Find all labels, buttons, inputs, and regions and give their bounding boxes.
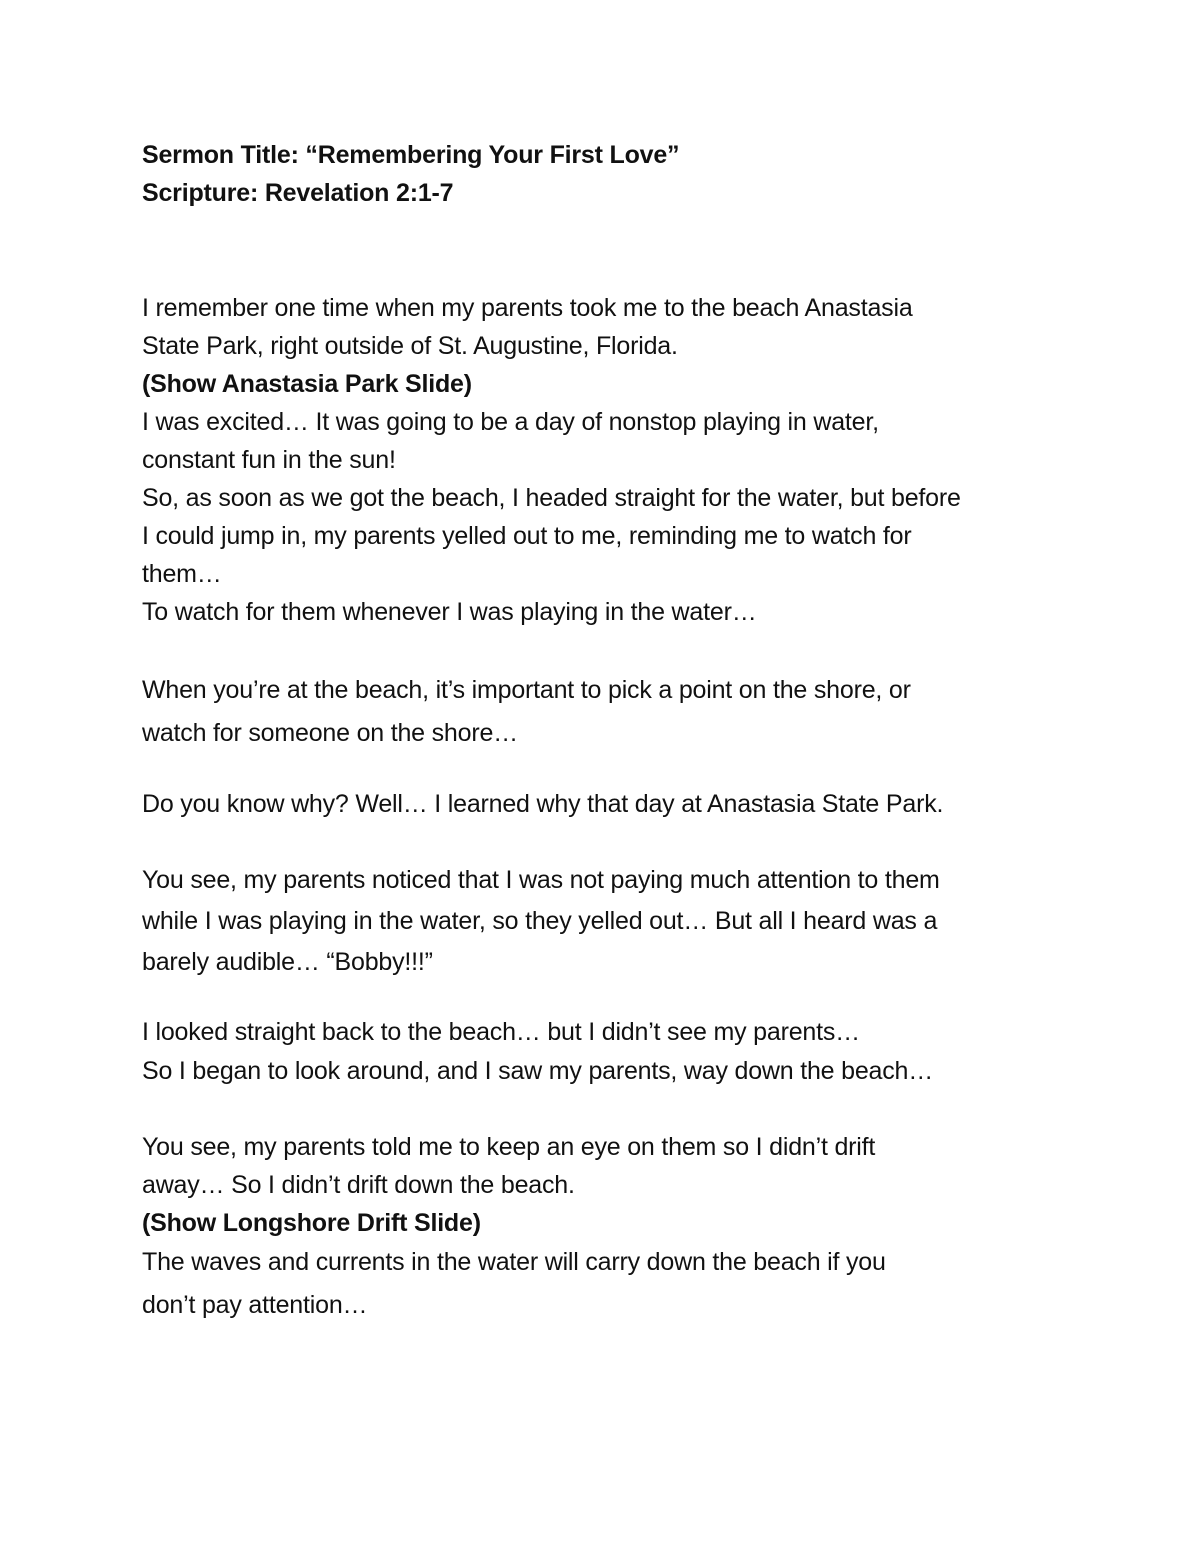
body-line: So, as soon as we got the beach, I headed straight for the water, but before (142, 484, 961, 512)
scripture-reference: Scripture: Revelation 2:1-7 (142, 179, 454, 207)
body-line: I could jump in, my parents yelled out to me, reminding me to watch for (142, 522, 912, 550)
body-line: I was excited… It was going to be a day of nonstop playing in water, (142, 408, 879, 436)
slide-cue: (Show Anastasia Park Slide) (142, 370, 472, 398)
body-line: don’t pay attention… (142, 1291, 368, 1319)
body-line: The waves and currents in the water will carry down the beach if you (142, 1248, 886, 1276)
body-line: You see, my parents noticed that I was not paying much attention to them (142, 866, 940, 894)
sermon-title: Sermon Title: “Remembering Your First Love” (142, 141, 680, 169)
body-line: I remember one time when my parents took me to the beach Anastasia (142, 294, 913, 322)
body-line: constant fun in the sun! (142, 446, 396, 474)
body-line: barely audible… “Bobby!!!” (142, 948, 433, 976)
body-line: You see, my parents told me to keep an eye on them so I didn’t drift (142, 1133, 876, 1161)
body-line: State Park, right outside of St. Augustine, Florida. (142, 332, 678, 360)
body-line: When you’re at the beach, it’s important to pick a point on the shore, or (142, 676, 911, 704)
body-line: them… (142, 560, 222, 588)
body-line: To watch for them whenever I was playing in the water… (142, 598, 757, 626)
body-line: while I was playing in the water, so they yelled out… But all I heard was a (142, 907, 938, 935)
body-line: So I began to look around, and I saw my parents, way down the beach… (142, 1057, 934, 1085)
slide-cue: (Show Longshore Drift Slide) (142, 1209, 481, 1237)
body-line: watch for someone on the shore… (142, 719, 518, 747)
body-line: Do you know why? Well… I learned why that day at Anastasia State Park. (142, 790, 944, 818)
body-line: I looked straight back to the beach… but I didn’t see my parents… (142, 1018, 860, 1046)
body-line: away… So I didn’t drift down the beach. (142, 1171, 575, 1199)
